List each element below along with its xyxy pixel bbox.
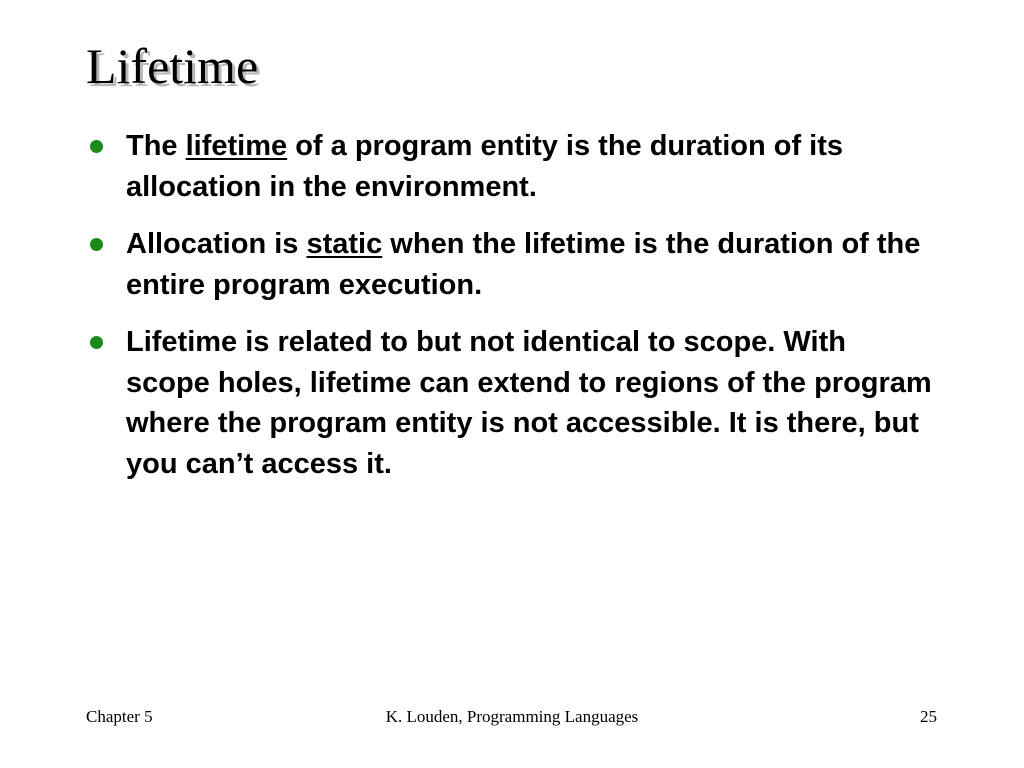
bullet-item — [86, 322, 936, 484]
footer-author-course: K. Louden, Programming Languages — [385, 707, 639, 726]
bullet-term-underlined: lifetime — [185, 130, 288, 162]
bullet-list — [86, 126, 936, 501]
bullet-dot-icon — [90, 140, 103, 153]
footer-chapter: Chapter 5 — [86, 707, 153, 726]
bullet-text-before: Allocation is — [126, 228, 307, 260]
bullet-dot-icon — [90, 336, 103, 349]
bullet-text-after: when the lifetime is the duration of the entire program execution. — [126, 228, 921, 301]
bullet-text: Lifetime is related to but not identical to scope. With scope holes, lifetime can extend to regions of the program where the program entity is not accessible. It is there, but you can’t access it. — [126, 326, 932, 480]
bullet-term-underlined: static — [306, 228, 383, 260]
bullet-text — [126, 130, 843, 203]
slide-title: Lifetime — [86, 38, 259, 94]
footer-page-number: 25 — [920, 707, 937, 726]
bullet-item — [86, 126, 936, 207]
bullet-text-after: of a program entity is the duration of its allocation in the environment. — [126, 130, 844, 203]
bullet-item — [86, 224, 936, 305]
bullet-text-before: The — [126, 130, 186, 162]
bullet-text — [126, 228, 920, 301]
bullet-dot-icon — [90, 238, 103, 251]
